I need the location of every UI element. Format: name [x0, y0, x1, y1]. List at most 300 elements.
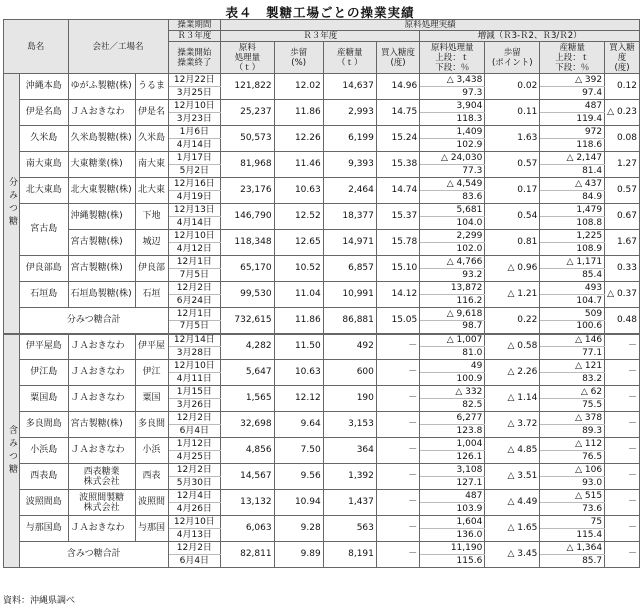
delta-brix: －: [605, 334, 640, 360]
start-date: 1月15日: [168, 386, 221, 399]
delta-raw-t: 3,108: [420, 464, 485, 477]
delta-brix: 0.12: [605, 74, 640, 100]
company-name: ＪＡおきなわ: [68, 100, 135, 126]
delta-brix: －: [605, 490, 640, 516]
delta-raw-t: 3,904: [420, 100, 485, 113]
delta-raw-pct: 102.9: [420, 139, 485, 152]
delta-brix: －: [605, 464, 640, 490]
delta-yield: △ 0.58: [485, 334, 540, 360]
header-period: 操業期間: [168, 20, 221, 31]
start-date: 12月13日: [168, 204, 221, 217]
yield-pct: 10.63: [274, 360, 323, 386]
island-name: 北大東島: [20, 178, 69, 204]
island-name: 伊是名島: [20, 100, 69, 126]
sugar-tonnage: 3,153: [323, 412, 376, 438]
sugar-tonnage: 86,881: [323, 308, 376, 334]
start-date: 12月14日: [168, 334, 221, 347]
factory-name: 石垣: [135, 282, 168, 308]
end-date: 4月26日: [168, 503, 221, 516]
delta-sugar-pct: 100.6: [540, 321, 605, 334]
yield-pct: 11.86: [274, 308, 323, 334]
operations-table: [3, 19, 640, 568]
delta-sugar-t: △ 2,147: [540, 152, 605, 165]
island-name: 伊江島: [20, 360, 69, 386]
delta-raw-pct: 100.9: [420, 373, 485, 386]
brix-degree: －: [376, 438, 419, 464]
header-raw-t: 原料 処理量 （ｔ）: [221, 42, 274, 74]
brix-degree: 14.74: [376, 178, 419, 204]
delta-yield: 0.11: [485, 100, 540, 126]
table-row: [4, 464, 640, 477]
delta-sugar-t: 1,225: [540, 230, 605, 243]
table-row: [4, 100, 640, 113]
company-name: ＪＡおきなわ: [68, 516, 135, 542]
raw-tonnage: 4,856: [221, 438, 274, 464]
delta-raw-t: 49: [420, 360, 485, 373]
sugar-tonnage: 6,199: [323, 126, 376, 152]
delta-sugar-pct: 108.8: [540, 217, 605, 230]
yield-pct: 11.46: [274, 152, 323, 178]
brix-degree: 15.05: [376, 308, 419, 334]
brix-degree: 14.12: [376, 282, 419, 308]
brix-degree: －: [376, 334, 419, 360]
factory-name: 粟国: [135, 386, 168, 412]
sugar-tonnage: 9,393: [323, 152, 376, 178]
company-name: 西表糖業 株式会社: [68, 464, 135, 490]
delta-sugar-t: 972: [540, 126, 605, 139]
delta-yield: △ 2.26: [485, 360, 540, 386]
raw-tonnage: 732,615: [221, 308, 274, 334]
factory-name: うるま: [135, 74, 168, 100]
end-date: 6月24日: [168, 295, 221, 308]
delta-raw-pct: 82.5: [420, 399, 485, 412]
end-date: 6月4日: [168, 425, 221, 438]
end-date: 3月23日: [168, 113, 221, 126]
header-d-raw: 原料処理量 上段：ｔ 下段：％: [420, 42, 485, 74]
table-row: [4, 438, 640, 451]
delta-raw-pct: 83.6: [420, 191, 485, 204]
factory-name: 与那国: [135, 516, 168, 542]
delta-sugar-pct: 75.5: [540, 399, 605, 412]
delta-raw-pct: 93.2: [420, 269, 485, 282]
delta-sugar-t: 509: [540, 308, 605, 321]
factory-name: 久米島: [135, 126, 168, 152]
island-name: 南大東島: [20, 152, 69, 178]
sugar-tonnage: 563: [323, 516, 376, 542]
delta-sugar-pct: 97.4: [540, 87, 605, 100]
sugar-tonnage: 18,377: [323, 204, 376, 230]
end-date: 5月2日: [168, 165, 221, 178]
brix-degree: 15.10: [376, 256, 419, 282]
factory-name: 小浜: [135, 438, 168, 464]
yield-pct: 11.04: [274, 282, 323, 308]
table-row: [4, 126, 640, 139]
delta-raw-pct: 123.8: [420, 425, 485, 438]
raw-tonnage: 121,822: [221, 74, 274, 100]
factory-name: 波照間: [135, 490, 168, 516]
total-row: [4, 308, 640, 321]
start-date: 12月2日: [168, 464, 221, 477]
factory-name: 伊平屋: [135, 334, 168, 360]
delta-yield: △ 3.45: [485, 542, 540, 568]
delta-brix: －: [605, 412, 640, 438]
end-date: 7月5日: [168, 269, 221, 282]
delta-sugar-t: △ 121: [540, 360, 605, 373]
delta-sugar-pct: 119.4: [540, 113, 605, 126]
yield-pct: 9.89: [274, 542, 323, 568]
raw-tonnage: 50,573: [221, 126, 274, 152]
header-yield: 歩留 (%): [274, 42, 323, 74]
brix-degree: 15.24: [376, 126, 419, 152]
brix-degree: －: [376, 360, 419, 386]
brix-degree: 14.75: [376, 100, 419, 126]
yield-pct: 10.52: [274, 256, 323, 282]
factory-name: 伊是名: [135, 100, 168, 126]
header-start-end: 操業開始 操業終了: [168, 42, 221, 74]
delta-brix: 1.27: [605, 152, 640, 178]
header-d-brix: 買入糖度 (度): [605, 42, 640, 74]
end-date: 4月12日: [168, 243, 221, 256]
delta-sugar-pct: 93.0: [540, 477, 605, 490]
delta-sugar-pct: 81.4: [540, 165, 605, 178]
delta-brix: 0.48: [605, 308, 640, 334]
delta-brix: －: [605, 516, 640, 542]
delta-sugar-t: 75: [540, 516, 605, 529]
start-date: 1月17日: [168, 152, 221, 165]
header-company: 会社／工場名: [68, 20, 168, 74]
start-date: 12月4日: [168, 490, 221, 503]
sugar-tonnage: 600: [323, 360, 376, 386]
raw-tonnage: 23,176: [221, 178, 274, 204]
delta-raw-t: 1,409: [420, 126, 485, 139]
table-row: [4, 152, 640, 165]
delta-sugar-t: 487: [540, 100, 605, 113]
delta-brix: －: [605, 360, 640, 386]
factory-name: 下地: [135, 204, 168, 230]
delta-sugar-pct: 104.7: [540, 295, 605, 308]
yield-pct: 12.02: [274, 74, 323, 100]
raw-tonnage: 14,567: [221, 464, 274, 490]
island-name: 波照間島: [20, 490, 69, 516]
delta-yield: 0.02: [485, 74, 540, 100]
raw-tonnage: 6,063: [221, 516, 274, 542]
delta-sugar-t: △ 1,171: [540, 256, 605, 269]
delta-raw-pct: 104.0: [420, 217, 485, 230]
brix-degree: －: [376, 464, 419, 490]
delta-raw-t: 13,872: [420, 282, 485, 295]
company-name: ＪＡおきなわ: [68, 386, 135, 412]
delta-brix: 0.33: [605, 256, 640, 282]
header-sugar: 産糖量 （ｔ）: [323, 42, 376, 74]
sugar-tonnage: 190: [323, 386, 376, 412]
table-row: [4, 412, 640, 425]
delta-raw-t: △ 9,618: [420, 308, 485, 321]
island-name: 小浜島: [20, 438, 69, 464]
island-name: 沖縄本島: [20, 74, 69, 100]
factory-name: 伊良部: [135, 256, 168, 282]
raw-tonnage: 13,132: [221, 490, 274, 516]
start-date: 12月10日: [168, 100, 221, 113]
delta-raw-t: △ 1,007: [420, 334, 485, 347]
header-delta: 増減（Ｒ3-Ｒ2、Ｒ3/Ｒ2）: [420, 31, 640, 42]
end-date: 3月25日: [168, 87, 221, 100]
start-date: 12月1日: [168, 308, 221, 321]
yield-pct: 12.52: [274, 204, 323, 230]
delta-raw-pct: 98.7: [420, 321, 485, 334]
yield-pct: 10.94: [274, 490, 323, 516]
yield-pct: 12.12: [274, 386, 323, 412]
delta-sugar-t: △ 112: [540, 438, 605, 451]
yield-pct: 7.50: [274, 438, 323, 464]
table-row: [4, 282, 640, 295]
table-row: [4, 178, 640, 191]
delta-raw-t: 11,190: [420, 542, 485, 555]
delta-raw-pct: 126.1: [420, 451, 485, 464]
delta-sugar-t: △ 146: [540, 334, 605, 347]
start-date: 12月10日: [168, 516, 221, 529]
header-island: 島名: [4, 20, 69, 74]
brix-degree: －: [376, 386, 419, 412]
delta-brix: △ 0.37: [605, 282, 640, 308]
island-name: 与那国島: [20, 516, 69, 542]
delta-sugar-pct: 85.4: [540, 269, 605, 282]
table-row: [4, 490, 640, 503]
table-row: [4, 204, 640, 217]
delta-sugar-pct: 115.4: [540, 529, 605, 542]
yield-pct: 9.56: [274, 464, 323, 490]
delta-sugar-pct: 108.9: [540, 243, 605, 256]
delta-brix: －: [605, 386, 640, 412]
delta-brix: 0.57: [605, 178, 640, 204]
delta-brix: －: [605, 542, 640, 568]
island-name: 伊良部島: [20, 256, 69, 282]
delta-yield: 0.54: [485, 204, 540, 230]
delta-raw-pct: 97.3: [420, 87, 485, 100]
header-d-yield: 歩留 (ポイント): [485, 42, 540, 74]
delta-yield: 0.57: [485, 152, 540, 178]
start-date: 12月10日: [168, 230, 221, 243]
group-label: 含みつ糖: [4, 334, 20, 568]
company-name: 宮古製糖(株): [68, 230, 135, 256]
company-name: 北大東製糖(株): [68, 178, 135, 204]
island-name: 久米島: [20, 126, 69, 152]
factory-name: 多良間: [135, 412, 168, 438]
total-label: 含みつ糖合計: [20, 542, 169, 568]
delta-raw-pct: 77.3: [420, 165, 485, 178]
end-date: 3月26日: [168, 399, 221, 412]
yield-pct: 12.26: [274, 126, 323, 152]
delta-sugar-pct: 73.6: [540, 503, 605, 516]
sugar-tonnage: 364: [323, 438, 376, 464]
start-date: 12月1日: [168, 256, 221, 269]
company-name: 宮古製糖(株): [68, 412, 135, 438]
group-label: 分みつ糖: [4, 74, 20, 334]
company-name: 石垣島製糖(株): [68, 282, 135, 308]
raw-tonnage: 82,811: [221, 542, 274, 568]
island-name: 伊平屋島: [20, 334, 69, 360]
end-date: 6月4日: [168, 555, 221, 568]
raw-tonnage: 1,565: [221, 386, 274, 412]
delta-yield: 1.63: [485, 126, 540, 152]
company-name: 沖縄製糖(株): [68, 204, 135, 230]
end-date: 4月19日: [168, 191, 221, 204]
total-row: [4, 542, 640, 555]
start-date: 1月6日: [168, 126, 221, 139]
island-name: 宮古島: [20, 204, 69, 256]
delta-raw-pct: 127.1: [420, 477, 485, 490]
delta-sugar-t: △ 62: [540, 386, 605, 399]
factory-name: 伊江: [135, 360, 168, 386]
end-date: 4月13日: [168, 529, 221, 542]
island-name: 粟国島: [20, 386, 69, 412]
start-date: 12月2日: [168, 282, 221, 295]
header-r3b: Ｒ３年度: [221, 31, 420, 42]
delta-sugar-t: △ 106: [540, 464, 605, 477]
delta-raw-t: △ 4,549: [420, 178, 485, 191]
delta-raw-t: 5,681: [420, 204, 485, 217]
delta-raw-t: △ 4,766: [420, 256, 485, 269]
delta-sugar-pct: 89.3: [540, 425, 605, 438]
delta-yield: 0.17: [485, 178, 540, 204]
delta-yield: △ 3.72: [485, 412, 540, 438]
start-date: 12月10日: [168, 360, 221, 373]
delta-yield: △ 3.51: [485, 464, 540, 490]
delta-yield: △ 4.49: [485, 490, 540, 516]
table-row: [4, 516, 640, 529]
company-name: ＪＡおきなわ: [68, 438, 135, 464]
delta-raw-t: 1,004: [420, 438, 485, 451]
header-raw: 原料処理実績: [221, 20, 640, 31]
sugar-tonnage: 2,993: [323, 100, 376, 126]
total-label: 分みつ糖合計: [20, 308, 169, 334]
yield-pct: 9.28: [274, 516, 323, 542]
delta-yield: △ 0.96: [485, 256, 540, 282]
raw-tonnage: 65,170: [221, 256, 274, 282]
end-date: 4月11日: [168, 373, 221, 386]
end-date: 3月28日: [168, 347, 221, 360]
delta-raw-t: △ 3,438: [420, 74, 485, 87]
company-name: 波照間製糖 株式会社: [68, 490, 135, 516]
island-name: 石垣島: [20, 282, 69, 308]
sugar-tonnage: 14,971: [323, 230, 376, 256]
source-note: 資料：沖縄県調べ: [3, 596, 76, 606]
yield-pct: 12.65: [274, 230, 323, 256]
brix-degree: 15.37: [376, 204, 419, 230]
table-row: [4, 334, 640, 347]
brix-degree: －: [376, 490, 419, 516]
delta-raw-pct: 118.3: [420, 113, 485, 126]
company-name: 大東糖業(株): [68, 152, 135, 178]
table-row: [4, 230, 640, 243]
yield-pct: 9.64: [274, 412, 323, 438]
delta-raw-t: △ 24,030: [420, 152, 485, 165]
start-date: 1月12日: [168, 438, 221, 451]
delta-brix: 0.67: [605, 204, 640, 230]
delta-sugar-pct: 85.7: [540, 555, 605, 568]
delta-sugar-pct: 76.5: [540, 451, 605, 464]
delta-yield: 0.22: [485, 308, 540, 334]
delta-brix: 0.08: [605, 126, 640, 152]
delta-raw-pct: 116.2: [420, 295, 485, 308]
delta-raw-pct: 103.9: [420, 503, 485, 516]
raw-tonnage: 146,790: [221, 204, 274, 230]
brix-degree: 15.38: [376, 152, 419, 178]
end-date: 4月25日: [168, 451, 221, 464]
delta-raw-pct: 102.0: [420, 243, 485, 256]
raw-tonnage: 81,968: [221, 152, 274, 178]
start-date: 12月16日: [168, 178, 221, 191]
sugar-tonnage: 1,392: [323, 464, 376, 490]
sugar-tonnage: 14,637: [323, 74, 376, 100]
sugar-tonnage: 492: [323, 334, 376, 360]
end-date: 7月5日: [168, 321, 221, 334]
start-date: 12月22日: [168, 74, 221, 87]
end-date: 5月30日: [168, 477, 221, 490]
delta-sugar-t: △ 392: [540, 74, 605, 87]
delta-raw-t: △ 332: [420, 386, 485, 399]
delta-yield: △ 4.85: [485, 438, 540, 464]
yield-pct: 10.63: [274, 178, 323, 204]
delta-sugar-t: △ 437: [540, 178, 605, 191]
delta-raw-pct: 115.6: [420, 555, 485, 568]
company-name: ＪＡおきなわ: [68, 360, 135, 386]
raw-tonnage: 25,237: [221, 100, 274, 126]
sugar-tonnage: 8,191: [323, 542, 376, 568]
header-r3: Ｒ３年度: [168, 31, 221, 42]
yield-pct: 11.86: [274, 100, 323, 126]
raw-tonnage: 99,530: [221, 282, 274, 308]
brix-degree: －: [376, 412, 419, 438]
delta-raw-pct: 81.0: [420, 347, 485, 360]
brix-degree: 15.78: [376, 230, 419, 256]
table-title: 表４ 製糖工場ごとの操業実績: [225, 5, 415, 20]
factory-name: 西表: [135, 464, 168, 490]
delta-sugar-t: △ 515: [540, 490, 605, 503]
delta-raw-t: 1,604: [420, 516, 485, 529]
sugar-tonnage: 10,991: [323, 282, 376, 308]
start-date: 12月2日: [168, 542, 221, 555]
delta-brix: 1.67: [605, 230, 640, 256]
table-row: [4, 360, 640, 373]
delta-sugar-t: △ 378: [540, 412, 605, 425]
table-row: [4, 386, 640, 399]
company-name: ゆがふ製糖(株): [68, 74, 135, 100]
delta-yield: 0.81: [485, 230, 540, 256]
island-name: 多良間島: [20, 412, 69, 438]
end-date: 4月14日: [168, 139, 221, 152]
brix-degree: －: [376, 542, 419, 568]
yield-pct: 11.50: [274, 334, 323, 360]
delta-brix: －: [605, 438, 640, 464]
island-name: 西表島: [20, 464, 69, 490]
header-brix: 買入糖度 (度): [376, 42, 419, 74]
brix-degree: 14.96: [376, 74, 419, 100]
delta-sugar-t: 493: [540, 282, 605, 295]
company-name: 宮古製糖(株): [68, 256, 135, 282]
sugar-tonnage: 6,857: [323, 256, 376, 282]
delta-raw-t: 2,299: [420, 230, 485, 243]
company-name: ＪＡおきなわ: [68, 334, 135, 360]
sugar-tonnage: 1,437: [323, 490, 376, 516]
delta-raw-pct: 136.0: [420, 529, 485, 542]
delta-sugar-pct: 77.1: [540, 347, 605, 360]
delta-sugar-pct: 118.6: [540, 139, 605, 152]
factory-name: 北大東: [135, 178, 168, 204]
delta-sugar-pct: 83.2: [540, 373, 605, 386]
delta-yield: △ 1.65: [485, 516, 540, 542]
delta-raw-t: 6,277: [420, 412, 485, 425]
sugar-tonnage: 2,464: [323, 178, 376, 204]
